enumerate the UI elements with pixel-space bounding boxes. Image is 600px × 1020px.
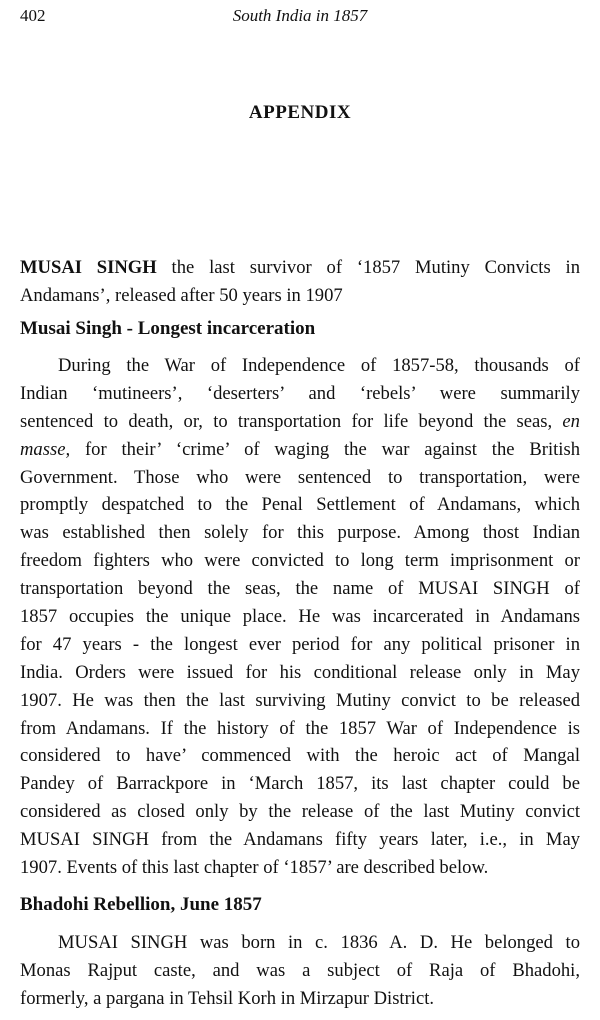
body-line: Government. Those who were sentenced to transportation, were: [20, 466, 580, 488]
section1-heading: Musai Singh - Longest incarceration: [20, 318, 316, 339]
body-line: Monas Rajput caste, and was a subject of Raja of Bhadohi,: [20, 959, 580, 981]
body-line: freedom fighters who were convicted to long term imprisonment or: [20, 550, 580, 572]
body-line: Indian ‘mutineers’, ‘deserters’ and ‘rebels’ were summarily: [20, 382, 580, 404]
body-line-text: for their’ ‘crime’ of waging the war against the British: [84, 438, 580, 460]
running-title: South India in 1857: [232, 6, 368, 25]
section2-body: [20, 929, 580, 1013]
body-line: was established then solely for this purpose. Among thost Indian: [20, 522, 580, 544]
body-line: [20, 436, 580, 464]
intro-line-1-text: the last survivor of ‘1857 Mutiny Convicts in: [156, 257, 580, 278]
body-line: considered as closed only by the release of the last Mutiny convict: [20, 801, 580, 823]
body-line: During the War of Independence of 1857-58, thousands of: [58, 355, 580, 376]
body-line: 1907. He was then the last surviving Mutiny convict to be released: [20, 689, 580, 711]
intro-name: MUSAI SINGH: [20, 257, 157, 278]
body-line: Pandey of Barrackpore in ‘March 1857, its last chapter could be: [20, 773, 580, 795]
intro-paragraph: [20, 254, 580, 310]
body-line: MUSAI SINGH from the Andamans fifty years later, i.e., in May: [20, 829, 580, 851]
intro-line-2: Andamans’, released after 50 years in 1907: [20, 284, 343, 306]
section2-heading: Bhadohi Rebellion, June 1857: [20, 894, 262, 915]
italic-masse: masse,: [20, 438, 71, 460]
body-line: for 47 years - the longest ever period for any political prisoner in: [20, 633, 580, 655]
body-line: promptly despatched to the Penal Settlement of Andamans, which: [20, 494, 580, 516]
running-header: [20, 6, 580, 32]
section1-body: [20, 352, 580, 882]
body-line: transportation beyond the seas, the name of MUSAI SINGH of: [20, 578, 580, 600]
body-line: from Andamans. If the history of the 1857 War of Independence is: [20, 717, 580, 739]
body-line-text: sentenced to death, or, to transportation for life beyond the seas,: [20, 410, 553, 432]
body-line: India. Orders were issued for his conditional release only in May: [20, 661, 580, 683]
body-line: considered to have’ commenced with the heroic act of Mangal: [20, 745, 580, 767]
body-line: MUSAI SINGH was born in c. 1836 A. D. He belonged to: [58, 932, 580, 953]
page-number: 402: [20, 6, 46, 25]
body-line: formerly, a pargana in Tehsil Korh in Mirzapur District.: [20, 987, 435, 1009]
intro-line-1: [20, 254, 580, 282]
body-line: 1857 occupies the unique place. He was incarcerated in Andamans: [20, 606, 580, 628]
body-line: 1907. Events of this last chapter of ‘1857’ are described below.: [20, 857, 489, 879]
body-line: [20, 408, 580, 436]
italic-en: en: [562, 410, 580, 432]
appendix-title: APPENDIX: [248, 102, 352, 123]
